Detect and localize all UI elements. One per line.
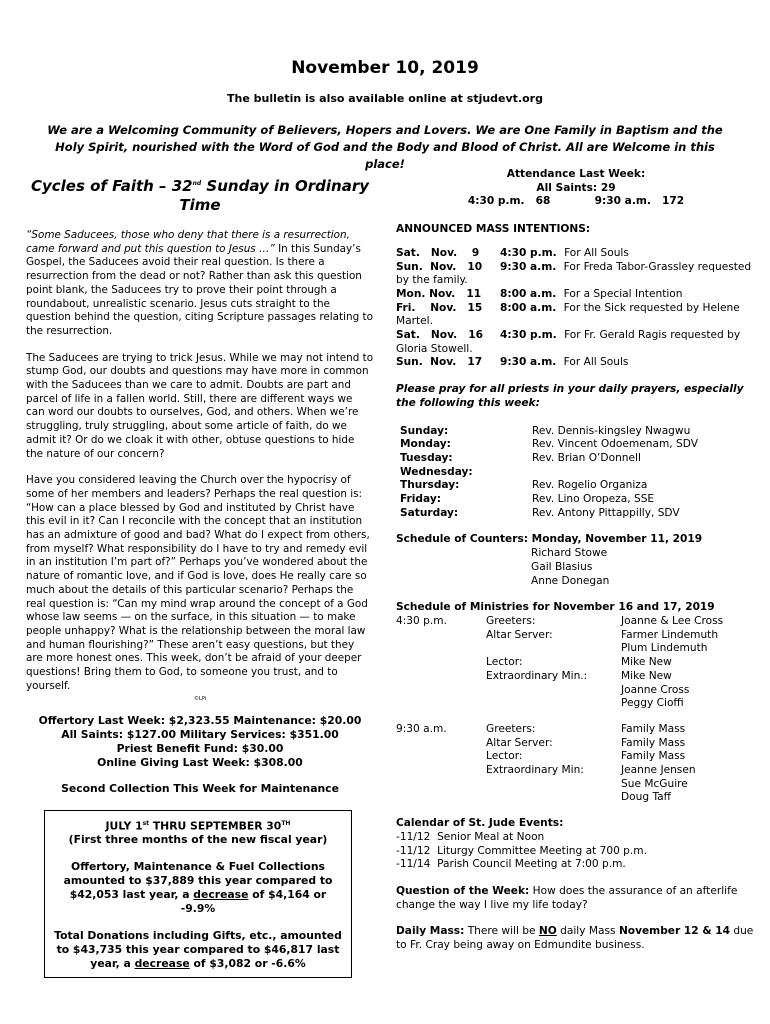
- priest-day: Wednesday:: [400, 465, 473, 478]
- ministry-time: 4:30 p.m.: [396, 614, 447, 627]
- ministry-name: Mike New: [621, 669, 672, 682]
- ministry-name: Peggy Cioffi: [621, 697, 684, 710]
- reflection-paragraph-1: “Some Saducees, those who deny that there is a resurrection, came forward and put this question to Jesus …” In this Sunday’s Gospel, the Saducees avoid their real question. Is there a resurrection from the dead or not? Rather than ask this question point blank, the Saducees try to prove their point through a roundabout, unrealistic scenario. Jesus cuts straight to the question behind the question, citing Scripture passages relating to the resurrection.: [26, 229, 373, 337]
- ministry-role: Lector:: [486, 656, 523, 669]
- finance-all-saints: All Saints: $127.00 Military Services: $351.00: [61, 727, 339, 741]
- ministry-row: [396, 778, 696, 792]
- calendar-item: -11/12 Senior Meal at Noon: [396, 830, 545, 843]
- mass-intention-text: For All Souls: [560, 246, 629, 259]
- ministry-row: [396, 656, 723, 670]
- attendance-times: 4:30 p.m. 68 9:30 a.m. 172: [467, 195, 685, 208]
- mass-intention-row: [396, 288, 756, 302]
- reflection-title: Cycles of Faith – 32nd Sunday in Ordinary Time: [30, 177, 370, 214]
- ministry-row: [396, 642, 723, 656]
- mass-day: Sat. Nov. 9: [396, 246, 480, 259]
- ministry-name: Jeanne Jensen: [621, 764, 696, 777]
- priest-day: Thursday:: [400, 479, 460, 492]
- ministry-time: [396, 764, 486, 778]
- priests-table: [400, 425, 698, 521]
- ministry-name: Joanne Cross: [621, 683, 690, 696]
- ministry-role: Extraordinary Min.:: [486, 669, 588, 682]
- counters-heading: Schedule of Counters: Monday, November 11, 2019: [396, 533, 703, 546]
- mass-time: 8:00 a.m.: [500, 287, 557, 300]
- mass-intention-row: [396, 356, 756, 370]
- mass-time: 8:00 a.m.: [500, 301, 557, 314]
- ministry-name: Plum Lindemuth: [621, 642, 708, 655]
- ministry-name: Farmer Lindemuth: [621, 628, 719, 641]
- priest-name: Rev. Antony Pittappilly, SDV: [532, 506, 680, 519]
- ministry-name: Family Mass: [621, 736, 686, 749]
- ministry-role: [486, 697, 621, 711]
- mass-intention-text: For Fr. Gerald Ragis requested by Gloria Stowell.: [396, 329, 741, 355]
- fiscal-period: JULY 1st THRU SEPTEMBER 30TH: [105, 819, 291, 833]
- counter-name: Anne Donegan: [531, 574, 610, 587]
- ministry-time: [396, 737, 486, 751]
- calendar-heading: Calendar of St. Jude Events:: [396, 817, 564, 830]
- ministry-group: [396, 615, 723, 711]
- right-column: [396, 168, 756, 953]
- counters-list: [396, 547, 756, 588]
- fiscal-offertory-summary: Offertory, Maintenance & Fuel Collections amounted to $37,889 this year compared to $42,053 last year, a decrease of $4,164 or -9.9%: [63, 860, 333, 916]
- mass-intention-row: [396, 261, 756, 288]
- mass-time: 9:30 a.m.: [500, 260, 557, 273]
- mass-time: 4:30 p.m.: [500, 246, 557, 259]
- ministry-time: [396, 629, 486, 643]
- mass-day: Sun. Nov. 17: [396, 356, 483, 369]
- ministry-role: [486, 791, 621, 805]
- calendar-item: -11/12 Liturgy Committee Meeting at 700 p.m.: [396, 844, 647, 857]
- priest-row: [400, 452, 698, 466]
- reflection-paragraph-2: The Saducees are trying to trick Jesus. While we may not intend to stump God, our doubts and questions may have more in common with the Saducees than we care to admit. Doubts are part and parcel of life in a fallen world. Still, there are different ways we can word our doubts to ourselves, God, and others. When we’re struggling, truly struggling, about some article of faith, do we admit it? Or do we cloak it with other, obtuse questions to hide the nature of our concern?: [26, 351, 374, 460]
- mass-intention-row: [396, 302, 756, 329]
- ministry-time: [396, 778, 486, 792]
- second-collection: Second Collection This Week for Maintenance: [61, 781, 339, 795]
- finance-offertory: Offertory Last Week: $2,323.55 Maintenance: $20.00: [38, 713, 362, 727]
- priest-name: Rev. Brian O’Donnell: [532, 451, 641, 464]
- ministry-row: [396, 791, 696, 805]
- priest-row: [400, 507, 698, 521]
- ministry-row: [396, 697, 723, 711]
- calendar-list: [396, 831, 756, 872]
- ministry-role: [486, 684, 621, 698]
- mass-day: Sun. Nov. 10: [396, 260, 483, 273]
- priest-name: [532, 466, 698, 480]
- welcome-statement: We are a Welcoming Community of Believers, Hopers and Lovers. We are One Family in Baptism and the Holy Spirit, nourished with the Word of God and the Body and Blood of Christ. All are Welcome in this place!: [47, 123, 723, 171]
- mass-time: 4:30 p.m.: [500, 329, 557, 342]
- ministry-row: [396, 615, 723, 629]
- finance-online: Online Giving Last Week: $308.00: [97, 755, 303, 769]
- calendar-item: -11/14 Parish Council Meeting at 7:00 p.m.: [396, 858, 626, 871]
- ministry-row: [396, 750, 696, 764]
- ministry-role: Altar Server:: [486, 628, 553, 641]
- ministries-schedule: [396, 615, 756, 805]
- priest-row: [400, 479, 698, 493]
- priest-day: Monday:: [400, 438, 451, 451]
- ministry-group: [396, 723, 696, 805]
- mass-intention-text: For the Sick requested by Helene Martel.: [396, 301, 740, 328]
- ministry-name: Sue McGuire: [621, 777, 688, 790]
- ministry-row: [396, 723, 696, 737]
- ministry-time: 9:30 a.m.: [396, 722, 447, 735]
- ministries-heading: Schedule of Ministries for November 16 and 17, 2019: [396, 601, 715, 614]
- ministry-name: Family Mass: [621, 750, 686, 763]
- counter-name: Gail Blasius: [531, 560, 593, 573]
- ministry-row: [396, 629, 723, 643]
- mass-time: 9:30 a.m.: [500, 356, 557, 369]
- priest-row: [400, 466, 698, 480]
- mass-intentions-list: [396, 247, 756, 370]
- priest-name: Rev. Dennis-kingsley Nwagwu: [532, 424, 691, 437]
- priest-day: Tuesday:: [400, 451, 453, 464]
- attendance-title: Attendance Last Week:: [506, 168, 646, 180]
- ministry-name: Mike New: [621, 656, 672, 669]
- ministry-role: Altar Server:: [486, 736, 553, 749]
- lpi-credit: ©LPi: [193, 695, 207, 702]
- mass-intention-row: [396, 247, 756, 261]
- priest-day: Saturday:: [400, 506, 459, 519]
- ministry-row: [396, 670, 723, 684]
- mass-intention-text: For Freda Tabor-Grassley requested by the family.: [396, 260, 752, 287]
- priest-name: Rev. Rogelio Organiza: [532, 479, 648, 492]
- mass-day: Fri. Nov. 15: [396, 301, 483, 314]
- fiscal-period-note: (First three months of the new fiscal year): [68, 833, 328, 847]
- mass-day: Sat. Nov. 16: [396, 329, 483, 342]
- online-notice: The bulletin is also available online at stjudevt.org: [227, 92, 543, 105]
- ministry-time: [396, 697, 486, 711]
- ministry-role: Greeters:: [486, 722, 536, 735]
- ministry-role: Lector:: [486, 750, 523, 763]
- ministry-time: [396, 791, 486, 805]
- bulletin-date: November 10, 2019: [291, 58, 479, 78]
- mass-intentions-heading: ANNOUNCED MASS INTENTIONS:: [396, 223, 591, 236]
- ministry-row: [396, 737, 696, 751]
- finance-priest-fund: Priest Benefit Fund: $30.00: [116, 741, 284, 755]
- ministry-time: [396, 670, 486, 684]
- ministry-time: [396, 642, 486, 656]
- mass-day: Mon. Nov. 11: [396, 287, 482, 300]
- fiscal-donations-summary: Total Donations including Gifts, etc., amounted to $43,735 this year compared to $46,817 last year, a decrease of $3,082 or -6.6%: [54, 929, 342, 971]
- priest-row: [400, 438, 698, 452]
- ministry-name: Family Mass: [621, 722, 686, 735]
- attendance-all-saints: All Saints: 29: [536, 181, 616, 194]
- ministry-name: Doug Taff: [621, 791, 671, 804]
- ministry-role: Extraordinary Min:: [486, 764, 584, 777]
- reflection-paragraph-3: Have you considered leaving the Church over the hypocrisy of some of her members and leaders? Perhaps the real question is: “How can a place blessed by God and instituted by Christ have this evil in it? Can I reconcile with the concept that an institution has an admixture of good and bad? What do I expect from others, from myself? What responsibility do I have to try and remedy evil in an institution I’m part of?” Perhaps you’ve wondered about the nature of romantic love, and if God is love, does He really care so much about the details of this particular scenario? Perhaps the real question is: “Can my mind wrap around the concept of a God whose law seems — on the surface, in this situation — to make people unhappy? What is the relationship between the moral law and human flourishing?” These aren’t easy questions, but they are more honest ones. This week, don’t be afraid of your deeper questions! Bring them to God, to someone you trust, and to yourself.: [26, 474, 370, 692]
- ministry-row: [396, 764, 696, 778]
- priest-name: Rev. Vincent Odoemenam, SDV: [532, 438, 698, 451]
- question-of-week: Question of the Week: How does the assurance of an afterlife change the way I live my life today?: [396, 884, 738, 911]
- mass-intention-text: For All Souls: [560, 356, 629, 369]
- left-column: [26, 174, 374, 978]
- ministry-name: Joanne & Lee Cross: [621, 614, 724, 627]
- ministry-role: [486, 642, 621, 656]
- ministry-row: [396, 684, 723, 698]
- priest-day: Sunday:: [400, 424, 449, 437]
- mass-intention-text: For a Special Intention: [560, 287, 683, 300]
- priest-row: [400, 493, 698, 507]
- ministry-role: [486, 778, 621, 792]
- mass-intention-row: [396, 329, 756, 356]
- priest-day: Friday:: [400, 493, 441, 506]
- priests-heading: Please pray for all priests in your daily prayers, especially the following this week:: [396, 383, 744, 409]
- ministry-time: [396, 656, 486, 670]
- daily-mass-notice: Daily Mass: There will be NO daily Mass November 12 & 14 due to Fr. Cray being away on Edmundite business.: [396, 925, 754, 952]
- counter-name: Richard Stowe: [531, 547, 608, 560]
- priest-name: Rev. Lino Oropeza, SSE: [532, 493, 655, 506]
- ministry-time: [396, 684, 486, 698]
- priest-row: [400, 425, 698, 439]
- ministry-time: [396, 750, 486, 764]
- fiscal-summary-box: [44, 810, 352, 979]
- ministry-role: Greeters:: [486, 614, 536, 627]
